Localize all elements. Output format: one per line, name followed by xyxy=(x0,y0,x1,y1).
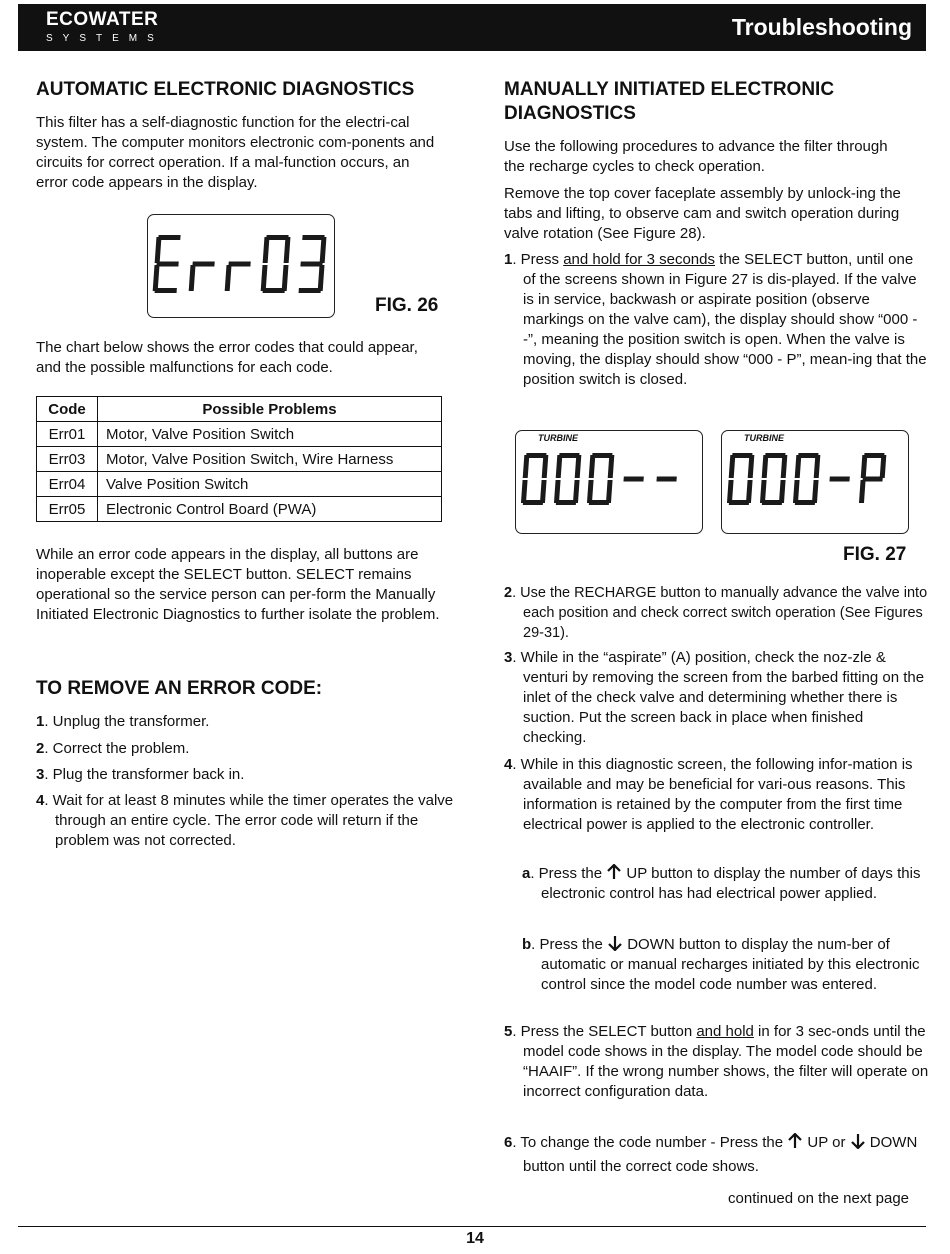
lcd-segment xyxy=(556,455,563,478)
error-code-cell: Err04 xyxy=(37,472,98,497)
lcd-segment xyxy=(795,455,802,478)
logo-subtitle: SYSTEMS xyxy=(46,33,164,44)
manual-step-1 xyxy=(504,250,929,390)
continued-note: continued on the next page xyxy=(728,1190,909,1207)
col-header-problems: Possible Problems xyxy=(98,397,442,422)
lcd-segment xyxy=(299,288,321,293)
lcd-segment xyxy=(656,477,676,482)
lcd-segment xyxy=(589,455,596,478)
heading-automatic-diagnostics: AUTOMATIC ELECTRONIC DIAGNOSTICS xyxy=(36,79,415,100)
lcd-segment xyxy=(284,237,291,263)
error-code-cell: Err05 xyxy=(37,497,98,522)
step-text: the SELECT button, until one of the screens shown in Figure 27 is dis-played. If the valve is in service, backwash or aspirate position (observe markings on the valve cam), the display should show “000 - -”, meaning the position switch is open. When the valve is moving, the display should show “000 - P”, mean-ing that the position switch is closed. xyxy=(523,251,927,388)
step-text: . Correct the problem. xyxy=(44,740,190,757)
intro-paragraph: This filter has a self-diagnostic function for the electri-cal system. The computer monitors electronic com-ponents and circuits for correct operation. If a mal-function occurs, an error code appears in the display. xyxy=(36,114,435,191)
lcd-segment xyxy=(575,455,582,478)
problem-cell: Motor, Valve Position Switch xyxy=(98,422,442,447)
down-arrow-icon xyxy=(607,935,623,951)
section-title: Troubleshooting xyxy=(731,14,912,40)
error-code-cell: Err03 xyxy=(37,447,98,472)
fig27-right-display xyxy=(721,430,909,534)
lcd-segment xyxy=(781,455,788,478)
up-arrow-icon xyxy=(787,1133,803,1149)
step-text: . Press xyxy=(512,251,564,268)
lcd-segment xyxy=(814,455,821,478)
step-text: . While in the “aspirate” (A) position, check the noz-zle & venturi by removing the screen from the barbed fitting on the inlet of the check valve and determining whether there is suction. Put the screen back in place when finished checking. xyxy=(512,649,925,746)
step-number: 3 xyxy=(36,766,45,783)
lcd-segment xyxy=(623,477,643,482)
fig27-right-lcd-digits xyxy=(722,431,908,533)
logo-brand: ECOWATER xyxy=(46,9,159,30)
lcd-segment xyxy=(266,235,288,240)
lcd-segment xyxy=(155,237,162,263)
lcd-segment xyxy=(760,480,767,503)
manual-step-2 xyxy=(504,583,929,643)
lcd-segment xyxy=(282,265,289,291)
table-row xyxy=(37,447,442,472)
lcd-segment xyxy=(542,455,549,478)
manual-step-4b xyxy=(522,935,929,995)
manual-intro-2: Remove the top cover faceplate assembly by unlock-ing the tabs and lifting, to observe cam and switch operation during valve rotation (See Figure 28). xyxy=(504,185,901,242)
lcd-segment xyxy=(729,455,736,478)
error-code-table xyxy=(36,396,442,522)
step-text: . Plug the transformer back in. xyxy=(44,766,245,783)
lcd-segment xyxy=(155,288,177,293)
fig26-display xyxy=(147,214,335,318)
step-text: DOWN button to display the num-ber of automatic or manual recharges initiated by this electronic control since the model code number was entered. xyxy=(541,936,920,993)
step-text: UP button to display the number of days this electronic control has had electrical power applied. xyxy=(541,865,921,902)
step-emphasis: and hold for 3 seconds xyxy=(563,251,715,268)
lcd-segment xyxy=(762,455,769,478)
problem-cell: Motor, Valve Position Switch, Wire Harness xyxy=(98,447,442,472)
turbine-label: TURBINE xyxy=(538,433,578,443)
fig26-label: FIG. 26 xyxy=(375,295,439,316)
step-text: . To change the code number - Press the xyxy=(512,1134,788,1151)
page-number: 14 xyxy=(466,1230,484,1247)
lcd-segment xyxy=(829,477,849,482)
step-number: 5 xyxy=(504,1023,513,1040)
step-text: . Press the SELECT button xyxy=(512,1023,697,1040)
step-number: 4 xyxy=(504,756,513,773)
step-text: . Wait for at least 8 minutes while the timer operates the valve through an entire cycle. The error code will return if the problem was not corrected. xyxy=(44,792,454,849)
problem-cell: Valve Position Switch xyxy=(98,472,442,497)
step-text: . Use the RECHARGE button to manually advance the valve into each position and check correct switch operation (See Figures 29-31). xyxy=(512,585,928,641)
remove-step-1 xyxy=(36,712,461,732)
lcd-segment xyxy=(880,455,887,478)
lcd-segment xyxy=(263,288,285,293)
manual-step-4 xyxy=(504,755,929,835)
lcd-segment xyxy=(573,480,580,503)
lcd-segment xyxy=(261,265,268,291)
step-number: 3 xyxy=(504,649,513,666)
lcd-segment xyxy=(158,235,180,240)
lcd-segment xyxy=(300,262,322,267)
lcd-segment xyxy=(156,262,178,267)
step-text: UP or xyxy=(803,1134,850,1151)
down-arrow-icon xyxy=(850,1133,866,1149)
lcd-segment xyxy=(746,480,753,503)
remove-step-4 xyxy=(36,791,461,851)
table-header-row xyxy=(37,397,442,422)
fig27-left-display xyxy=(515,430,703,534)
manual-step-3 xyxy=(504,648,929,748)
step-number: 4 xyxy=(36,792,45,809)
lcd-segment xyxy=(606,480,613,503)
step-text: . Press the xyxy=(530,865,607,882)
lcd-segment xyxy=(748,455,755,478)
step-text: . While in this diagnostic screen, the following infor-mation is available and may be beneficial for vari-ous reasons. This information is retained by the computer from the first time electrical power is applied to the electronic controller. xyxy=(512,756,913,833)
heading-remove-error: TO REMOVE AN ERROR CODE: xyxy=(36,678,323,699)
lcd-segment xyxy=(727,480,734,503)
lcd-segment xyxy=(859,480,866,503)
remove-step-2 xyxy=(36,739,461,759)
step-number: 2 xyxy=(36,740,45,757)
lcd-segment xyxy=(540,480,547,503)
lcd-segment xyxy=(521,480,528,503)
fig27-label: FIG. 27 xyxy=(843,544,907,565)
lcd-segment xyxy=(320,237,327,263)
lcd-segment xyxy=(228,262,250,267)
table-row xyxy=(37,422,442,447)
lcd-segment xyxy=(554,480,561,503)
step-text: in for 3 sec-onds until the model code shows in the display. The model code should be “HAAIF”. If the wrong number shows, the filter will operate on incorrect configuration data. xyxy=(523,1023,929,1100)
step-number: 1 xyxy=(504,251,513,268)
lcd-segment xyxy=(189,265,196,291)
step-text: DOWN button until the correct code shows. xyxy=(523,1134,918,1175)
lcd-segment xyxy=(225,265,232,291)
manual-step-4a xyxy=(522,864,929,904)
table-row xyxy=(37,472,442,497)
step-letter: b xyxy=(522,936,532,953)
after-table-paragraph: While an error code appears in the display, all buttons are inoperable except the SELECT button. SELECT remains operational so the service person can per-form the Manually Initiated Electronic Diagnostics to further isolate the problem. xyxy=(36,546,440,623)
error-code-cell: Err01 xyxy=(37,422,98,447)
chart-intro: The chart below shows the error codes that could appear, and the possible malfunctions for each code. xyxy=(36,339,418,376)
step-text: . Press the xyxy=(531,936,608,953)
lcd-segment xyxy=(608,455,615,478)
fig27-left-lcd-digits xyxy=(516,431,702,533)
manual-step-6 xyxy=(504,1131,929,1179)
lcd-segment xyxy=(793,480,800,503)
col-header-code: Code xyxy=(37,397,98,422)
lcd-segment xyxy=(812,480,819,503)
manual-intro-1: Use the following procedures to advance the filter through the recharge cycles to check operation. xyxy=(504,138,888,175)
lcd-segment xyxy=(862,477,882,482)
up-arrow-icon xyxy=(606,864,622,880)
manual-step-5 xyxy=(504,1022,929,1102)
lcd-segment xyxy=(318,265,325,291)
step-emphasis: and hold xyxy=(696,1023,754,1040)
lcd-segment xyxy=(302,235,324,240)
lcd-segment xyxy=(861,455,868,478)
lcd-segment xyxy=(263,237,270,263)
step-number: 2 xyxy=(504,585,513,601)
problem-cell: Electronic Control Board (PWA) xyxy=(98,497,442,522)
fig26-lcd-digits xyxy=(148,215,334,317)
remove-step-3 xyxy=(36,765,461,785)
footer-divider xyxy=(18,1226,926,1227)
lcd-segment xyxy=(779,480,786,503)
lcd-segment xyxy=(523,455,530,478)
lcd-segment xyxy=(587,480,594,503)
step-letter: a xyxy=(522,865,531,882)
lcd-segment xyxy=(153,265,160,291)
header-bar xyxy=(18,4,926,51)
step-number: 6 xyxy=(504,1134,513,1151)
heading-manual-diagnostics: MANUALLY INITIATED ELECTRONIC DIAGNOSTICS xyxy=(504,79,835,124)
table-row xyxy=(37,497,442,522)
lcd-segment xyxy=(192,262,214,267)
turbine-label: TURBINE xyxy=(744,433,784,443)
step-text: . Unplug the transformer. xyxy=(44,713,210,730)
step-number: 1 xyxy=(36,713,45,730)
